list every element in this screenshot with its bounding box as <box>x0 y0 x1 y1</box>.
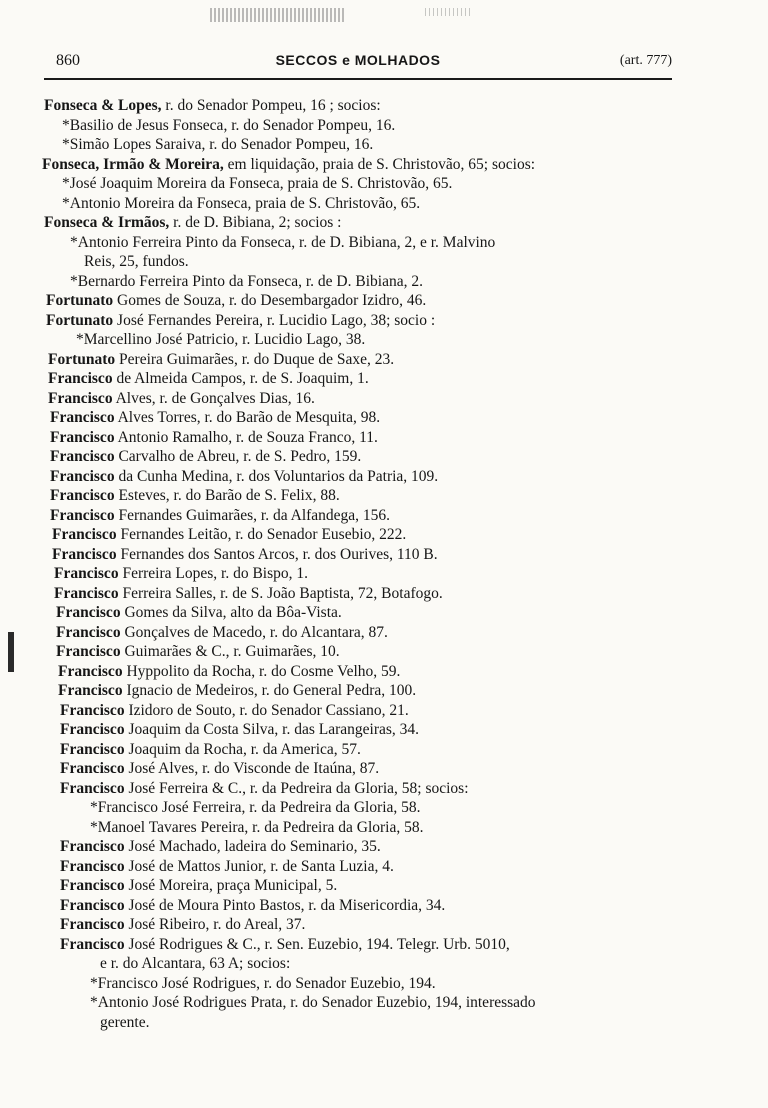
directory-entry <box>0 545 768 565</box>
entry-name: Francisco <box>50 506 115 524</box>
entry-text: Pereira Guimarães, r. do Duque de Saxe, 23. <box>115 350 395 368</box>
entry-text: José Moreira, praça Municipal, 5. <box>124 877 338 894</box>
directory-entry <box>0 155 768 175</box>
directory-entry <box>0 447 768 467</box>
directory-entry <box>0 720 768 740</box>
entry-name: Francisco <box>48 370 113 387</box>
entry-name: Francisco <box>50 467 115 485</box>
entry-text: Ferreira Lopes, r. do Bispo, 1. <box>118 565 308 582</box>
entry-name: Francisco <box>60 857 125 875</box>
directory-entry <box>0 603 768 623</box>
entry-name: Francisco <box>60 779 125 797</box>
directory-entry <box>0 642 768 662</box>
entry-text: Gomes de Souza, r. do Desembargador Izidro, 46. <box>113 292 427 309</box>
entry-text: gerente. <box>100 1013 150 1031</box>
entry-name: Francisco <box>60 760 125 777</box>
entry-text: Carvalho de Abreu, r. de S. Pedro, 159. <box>114 448 362 465</box>
entry-text: r. de D. Bibiana, 2; socios : <box>169 214 342 231</box>
directory-entry <box>0 623 768 643</box>
entry-name: Fonseca & Irmãos, <box>44 214 170 231</box>
directory-entry <box>0 291 768 311</box>
entry-name: Francisco <box>60 935 125 953</box>
entry-text: José Alves, r. do Visconde de Itaúna, 87. <box>124 760 380 777</box>
directory-entry-detail <box>0 993 768 1013</box>
entry-name: Fortunato <box>46 292 114 309</box>
section-reference: (art. 777) <box>619 53 672 68</box>
entry-text: Alves Torres, r. do Barão de Mesquita, 98. <box>114 409 381 426</box>
directory-entry-detail <box>0 194 768 214</box>
entry-text: Ferreira Salles, r. de S. João Baptista, 72, Botafogo. <box>118 584 443 602</box>
entry-name: Francisco <box>56 643 121 660</box>
directory-entry-detail <box>0 974 768 994</box>
entry-text: *Antonio Ferreira Pinto da Fonseca, r. de D. Bibiana, 2, e r. Malvino <box>70 233 496 251</box>
entry-name: Francisco <box>60 701 125 719</box>
entry-text: em liquidação, praia de S. Christovão, 65; socios: <box>223 155 536 173</box>
entry-name: Francisco <box>50 409 115 426</box>
entry-name: Fonseca, Irmão & Moreira, <box>42 155 224 173</box>
print-smudge <box>425 8 470 16</box>
directory-entry-detail <box>0 1013 768 1033</box>
entry-name: Francisco <box>50 487 115 504</box>
entry-text: José Ribeiro, r. do Areal, 37. <box>124 916 306 933</box>
print-smudge <box>210 8 345 22</box>
directory-entry <box>0 311 768 331</box>
directory-entry-detail <box>0 252 768 272</box>
directory-entry <box>0 369 768 389</box>
entry-name: Francisco <box>60 740 125 758</box>
directory-entry <box>0 389 768 409</box>
entry-text: Joaquim da Rocha, r. da America, 57. <box>124 740 361 758</box>
entry-text: da Cunha Medina, r. dos Voluntarios da Patria, 109. <box>114 467 439 485</box>
directory-entry <box>0 525 768 545</box>
page-header <box>44 52 672 80</box>
directory-entry <box>0 564 768 584</box>
entry-text: Gonçalves de Macedo, r. do Alcantara, 87. <box>120 623 388 641</box>
entry-name: Francisco <box>56 623 121 641</box>
directory-entry <box>0 486 768 506</box>
directory-entry-detail <box>0 818 768 838</box>
directory-entry-detail <box>0 798 768 818</box>
entry-text: José Fernandes Pereira, r. Lucidio Lago, 38; socio : <box>113 311 436 329</box>
directory-entry <box>0 467 768 487</box>
entry-text: *Simão Lopes Saraiva, r. do Senador Pompeu, 16. <box>62 136 374 153</box>
running-title: SECCOS e MOLHADOS <box>275 52 441 68</box>
directory-entry <box>0 896 768 916</box>
directory-entry <box>0 428 768 448</box>
entry-name: Francisco <box>60 916 125 933</box>
entry-name: Francisco <box>54 565 119 582</box>
entry-name: Francisco <box>52 526 117 543</box>
entry-text: Joaquim da Costa Silva, r. das Larangeiras, 34. <box>124 721 420 738</box>
directory-entry <box>0 213 768 233</box>
directory-entry <box>0 662 768 682</box>
entry-text: Izidoro de Souto, r. do Senador Cassiano, 21. <box>124 701 409 719</box>
directory-entry <box>0 584 768 604</box>
entry-text: Fernandes Guimarães, r. da Alfandega, 156. <box>114 506 391 524</box>
entry-text: *Bernardo Ferreira Pinto da Fonseca, r. de D. Bibiana, 2. <box>70 272 423 290</box>
entry-text: José de Moura Pinto Bastos, r. da Misericordia, 34. <box>124 896 446 914</box>
directory-entry <box>0 681 768 701</box>
directory-entry-detail <box>0 330 768 350</box>
entry-text: e r. do Alcantara, 63 A; socios: <box>100 955 291 972</box>
directory-entry-detail <box>0 135 768 155</box>
entry-text: r. do Senador Pompeu, 16 ; socios: <box>161 97 381 114</box>
directory-entry-detail <box>0 272 768 292</box>
directory-entry <box>0 935 768 955</box>
entry-text: Antonio Ramalho, r. de Souza Franco, 11. <box>114 428 378 446</box>
entry-text: Fernandes Leitão, r. do Senador Eusebio, 222. <box>116 526 407 543</box>
entry-text: *Marcellino José Patricio, r. Lucidio Lago, 38. <box>76 331 366 348</box>
entry-text: Ignacio de Medeiros, r. do General Pedra, 100. <box>122 682 417 699</box>
entry-text: Gomes da Silva, alto da Bôa-Vista. <box>120 604 342 621</box>
entry-name: Francisco <box>60 721 125 738</box>
entry-text: Alves, r. de Gonçalves Dias, 16. <box>112 389 315 407</box>
entry-name: Francisco <box>52 545 117 563</box>
page-number: 860 <box>56 52 80 69</box>
entry-text: José Rodrigues & C., r. Sen. Euzebio, 194. Telegr. Urb. 5010, <box>124 935 510 953</box>
directory-entry <box>0 779 768 799</box>
entry-text: *Francisco José Rodrigues, r. do Senador Euzebio, 194. <box>90 974 436 992</box>
entry-name: Francisco <box>60 877 125 894</box>
directory-entry <box>0 408 768 428</box>
entry-text: Guimarães & C., r. Guimarães, 10. <box>120 643 340 660</box>
entry-text: Fernandes dos Santos Arcos, r. dos Ourives, 110 B. <box>116 545 438 563</box>
directory-entry <box>0 837 768 857</box>
entry-name: Francisco <box>50 428 115 446</box>
entry-name: Francisco <box>60 838 125 855</box>
entry-text: Esteves, r. do Barão de S. Felix, 88. <box>114 487 340 504</box>
directory-entry <box>0 857 768 877</box>
entry-text: *Antonio Moreira da Fonseca, praia de S. Christovão, 65. <box>62 194 421 212</box>
directory-entry <box>0 759 768 779</box>
directory-entry <box>0 876 768 896</box>
entry-text: *Manoel Tavares Pereira, r. da Pedreira da Gloria, 58. <box>90 818 424 836</box>
directory-entry <box>0 96 768 116</box>
entry-text: *Basilio de Jesus Fonseca, r. do Senador Pompeu, 16. <box>62 116 396 134</box>
entry-text: de Almeida Campos, r. de S. Joaquim, 1. <box>112 370 369 387</box>
entry-name: Fonseca & Lopes, <box>44 97 162 114</box>
entry-name: Fortunato <box>46 311 114 329</box>
entry-name: Francisco <box>58 662 123 680</box>
directory-entries <box>0 96 768 1032</box>
entry-text: Reis, 25, fundos. <box>84 253 189 270</box>
entry-name: Francisco <box>50 448 115 465</box>
entry-name: Francisco <box>54 584 119 602</box>
directory-entry <box>0 506 768 526</box>
directory-entry-detail <box>0 233 768 253</box>
entry-name: Francisco <box>60 896 125 914</box>
entry-name: Fortunato <box>48 350 116 368</box>
entry-text: José Machado, ladeira do Seminario, 35. <box>124 838 381 855</box>
directory-entry-detail <box>0 174 768 194</box>
directory-entry <box>0 915 768 935</box>
directory-entry <box>0 740 768 760</box>
entry-name: Francisco <box>58 682 123 699</box>
directory-entry-detail <box>0 116 768 136</box>
entry-name: Francisco <box>48 389 113 407</box>
entry-text: José de Mattos Junior, r. de Santa Luzia, 4. <box>124 857 394 875</box>
directory-entry <box>0 350 768 370</box>
entry-text: *Francisco José Ferreira, r. da Pedreira da Gloria, 58. <box>90 799 421 816</box>
entry-name: Francisco <box>56 604 121 621</box>
entry-text: *José Joaquim Moreira da Fonseca, praia de S. Christovão, 65. <box>62 175 453 192</box>
directory-entry <box>0 701 768 721</box>
entry-text: Hyppolito da Rocha, r. do Cosme Velho, 59. <box>122 662 401 680</box>
entry-text: José Ferreira & C., r. da Pedreira da Gloria, 58; socios: <box>124 779 469 797</box>
entry-text: *Antonio José Rodrigues Prata, r. do Senador Euzebio, 194, interessado <box>90 994 536 1011</box>
directory-entry-detail <box>0 954 768 974</box>
